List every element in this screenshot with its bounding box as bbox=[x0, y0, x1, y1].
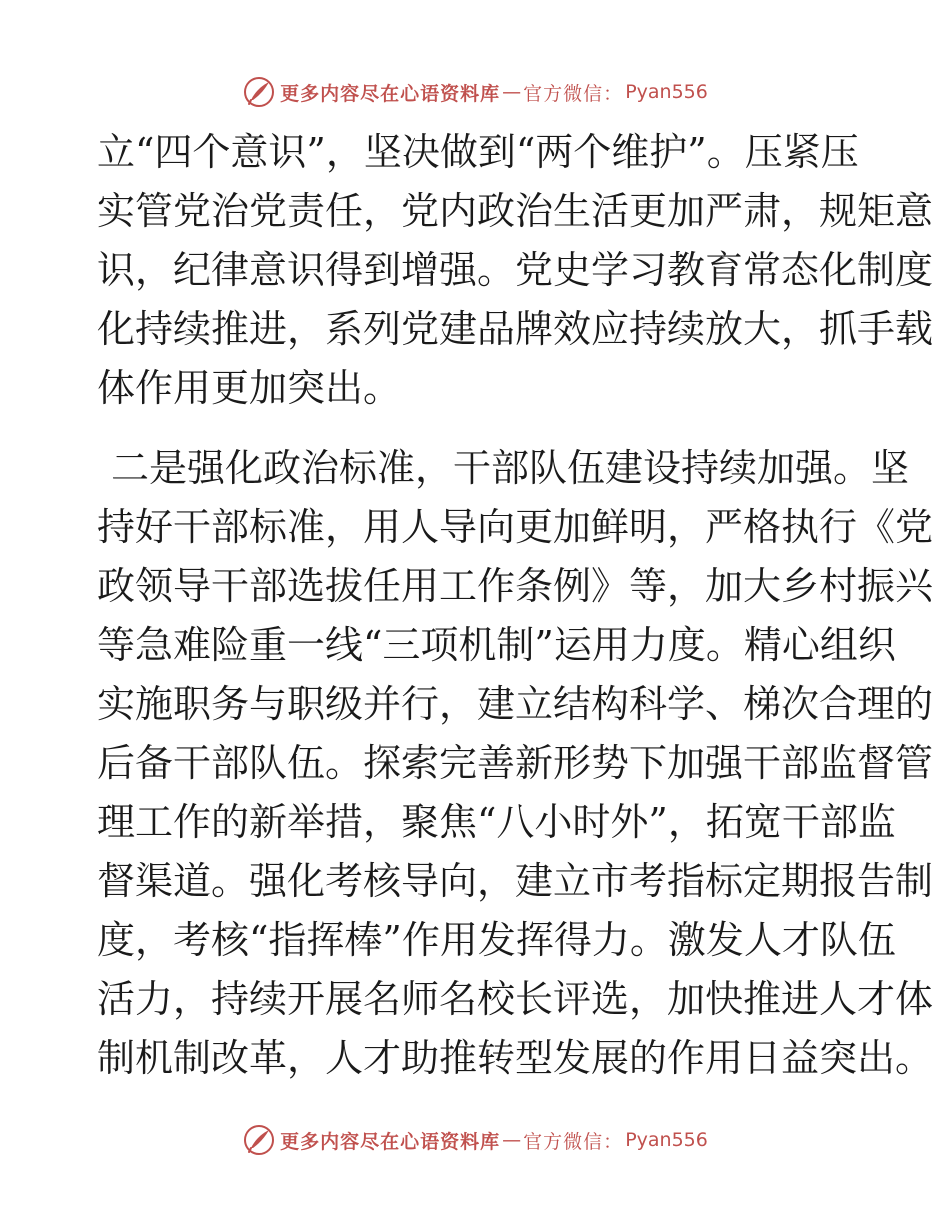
paragraph-2 bbox=[97, 439, 934, 1088]
text-line: 体作用更加突出。 bbox=[97, 366, 402, 410]
text-line: 实施职务与职级并行，建立结构科学、梯次合理的 bbox=[97, 682, 934, 726]
text-line: 化持续推进，系列党建品牌效应持续放大，抓手载 bbox=[97, 307, 934, 351]
text-line: 立“四个意识”，坚决做到“两个维护”。压紧压 bbox=[97, 130, 859, 174]
feather-pen-icon bbox=[242, 1123, 276, 1157]
watermark-main-text: 更多内容尽在心语资料库 bbox=[280, 1130, 501, 1153]
watermark-dash: — bbox=[502, 81, 522, 103]
watermark-wechat-id: Pyan556 bbox=[625, 1129, 708, 1151]
text-line: 持好干部标准，用人导向更加鲜明，严格执行《党 bbox=[97, 505, 934, 549]
paragraph-1 bbox=[97, 123, 934, 418]
text-line: 实管党治党责任，党内政治生活更加严肃，规矩意 bbox=[97, 189, 934, 233]
footer-watermark bbox=[0, 1120, 950, 1160]
text-line: 制机制改革，人才助推转型发展的作用日益突出。 bbox=[97, 1036, 934, 1080]
watermark-dash: — bbox=[502, 1129, 522, 1151]
text-line: 后备干部队伍。探索完善新形势下加强干部监督管 bbox=[97, 741, 934, 785]
watermark-official-label: 官方微信： bbox=[523, 82, 624, 105]
watermark-main-text: 更多内容尽在心语资料库 bbox=[280, 82, 501, 105]
document-body bbox=[97, 123, 934, 1088]
text-line: 理工作的新举措，聚焦“八小时外”，拓宽干部监 bbox=[97, 800, 896, 844]
header-watermark bbox=[0, 72, 950, 112]
watermark-official-label: 官方微信： bbox=[523, 1130, 624, 1153]
text-line: 活力，持续开展名师名校长评选，加快推进人才体 bbox=[97, 977, 934, 1021]
text-line: 督渠道。强化考核导向，建立市考指标定期报告制 bbox=[97, 859, 934, 903]
text-line: 政领导干部选拔任用工作条例》等，加大乡村振兴 bbox=[97, 564, 934, 608]
feather-pen-icon bbox=[242, 75, 276, 109]
text-line: 等急难险重一线“三项机制”运用力度。精心组织 bbox=[97, 623, 896, 667]
text-line: 识，纪律意识得到增强。党史学习教育常态化制度 bbox=[97, 248, 934, 292]
watermark-wechat-id: Pyan556 bbox=[625, 81, 708, 103]
text-line: 度，考核“指挥棒”作用发挥得力。激发人才队伍 bbox=[97, 918, 896, 962]
text-line: 二是强化政治标准，干部队伍建设持续加强。坚 bbox=[111, 446, 910, 490]
